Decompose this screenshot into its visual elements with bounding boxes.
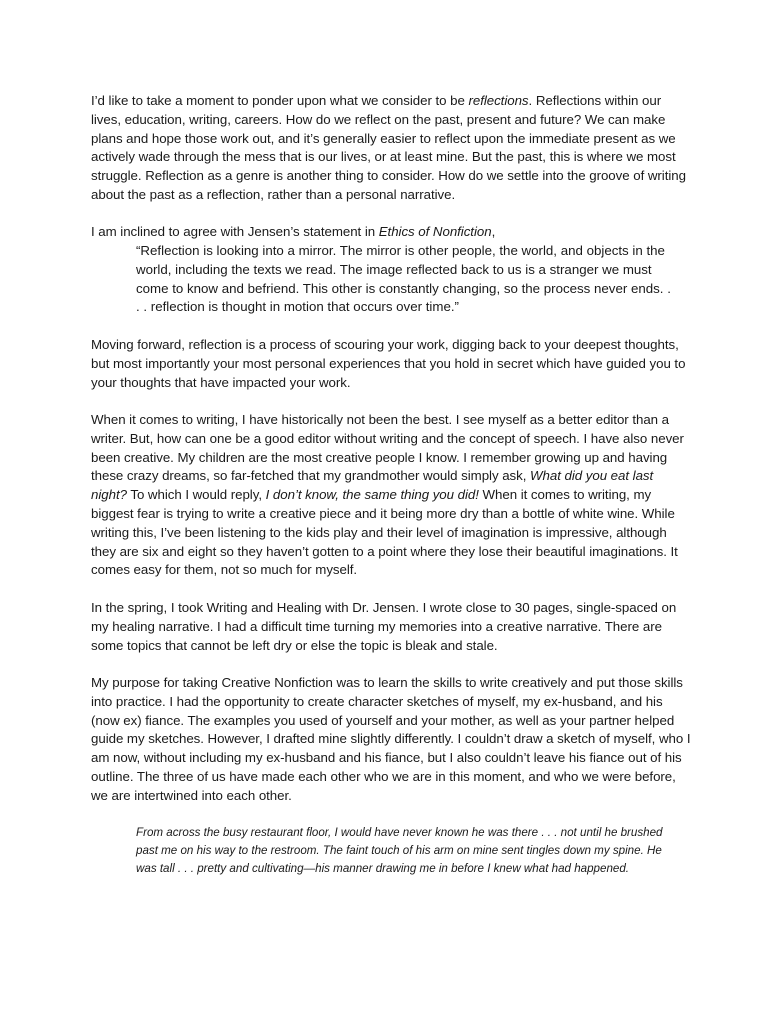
p1-text-a: I’d like to take a moment to ponder upon what we consider to be <box>91 93 469 108</box>
block-quote-character-sketch: From across the busy restaurant floor, I would have never known he was there . . . not until he brushed past me on his way to the restroom. The faint touch of his arm on mine sent tingles down my spine. He was tall . . . pretty and cultivating—his manner drawing me in before I knew what had happened. <box>136 826 663 875</box>
p4-text-b: To which I would reply, <box>126 487 266 503</box>
paragraph-reflections-intro <box>91 92 691 205</box>
paragraph-writing-and-healing: In the spring, I took Writing and Healing with Dr. Jensen. I wrote close to 30 pages, single-spaced on my healing narrative. I had a difficult time turning my memories into a creative narrative. There are some topics that cannot be left dry or else the topic is bleak and stale. <box>91 600 677 653</box>
p2-book-title: Ethics of Nonfiction <box>378 224 492 239</box>
p4-emphasis-reply: I don’t know, the same thing you did! <box>265 487 479 503</box>
p4-text-c: When it comes to writing, my biggest fear is trying to write a creative piece and it being more dry than a bottle of white wine. While writing this, I’ve been listening to the kids play and their level of imagination is impressive, although they are six and eight so they haven’t gotten to a point where they lose their beautiful imaginations. It comes easy for them, not so much for myself. <box>91 487 678 578</box>
paragraph-jensen-intro <box>91 223 691 242</box>
paragraph-writing-history <box>91 411 691 580</box>
paragraph-moving-forward: Moving forward, reflection is a process of scouring your work, digging back to your deepest thoughts, but most importantly your most personal experiences that you hold in secret which have guided you to your thoughts that have impacted your work. <box>91 337 686 390</box>
p4-emphasis-question: What did you eat last night? <box>91 468 654 503</box>
block-quote-jensen: “Reflection is looking into a mirror. The mirror is other people, the world, and objects in the world, including the texts we read. The image reflected back to us is a stranger we must come to know and befriend. This other is constantly changing, so the process never ends. . . . reflection is thought in motion that occurs over time.” <box>136 243 671 315</box>
p1-emphasis-reflections: reflections <box>468 93 529 108</box>
p1-text-b: . Reflections within our lives, education, writing, careers. How do we reflect on the past, present and future? We can make plans and hope those work out, and it’s generally easier to reflect upon the immediate present as we actively wade through the mess that is our lives, or at least mine. But the past, this is where we most struggle. Reflection as a genre is another thing to consider. How do we settle into the groove of writing about the past as a reflection, rather than a personal narrative. <box>91 93 686 202</box>
p2-text-b: , <box>491 224 496 239</box>
paragraph-course-purpose: My purpose for taking Creative Nonfiction was to learn the skills to write creatively and put those skills into practice. I had the opportunity to create character sketches of myself, my ex-husband, and his (now ex) fiance. The examples you used of yourself and your mother, as well as your partner helped guide my sketches. However, I drafted mine slightly differently. I couldn’t draw a sketch of myself, who I am now, without including my ex-husband and his fiance, but I also couldn’t leave his fiance out of his outline. The three of us have made each other who we are in this moment, and who we were before, we are intertwined into each other. <box>91 675 691 803</box>
p2-text-a: I am inclined to agree with Jensen’s statement in <box>91 224 379 239</box>
p4-text-a: When it comes to writing, I have historically not been the best. I see myself as a better editor than a writer. But, how can one be a good editor without writing and the concept of speech. I have also never been creative. My children are the most creative people I know. I remember growing up and having these crazy dreams, so far-fetched that my grandmother would simply ask, <box>91 412 684 484</box>
